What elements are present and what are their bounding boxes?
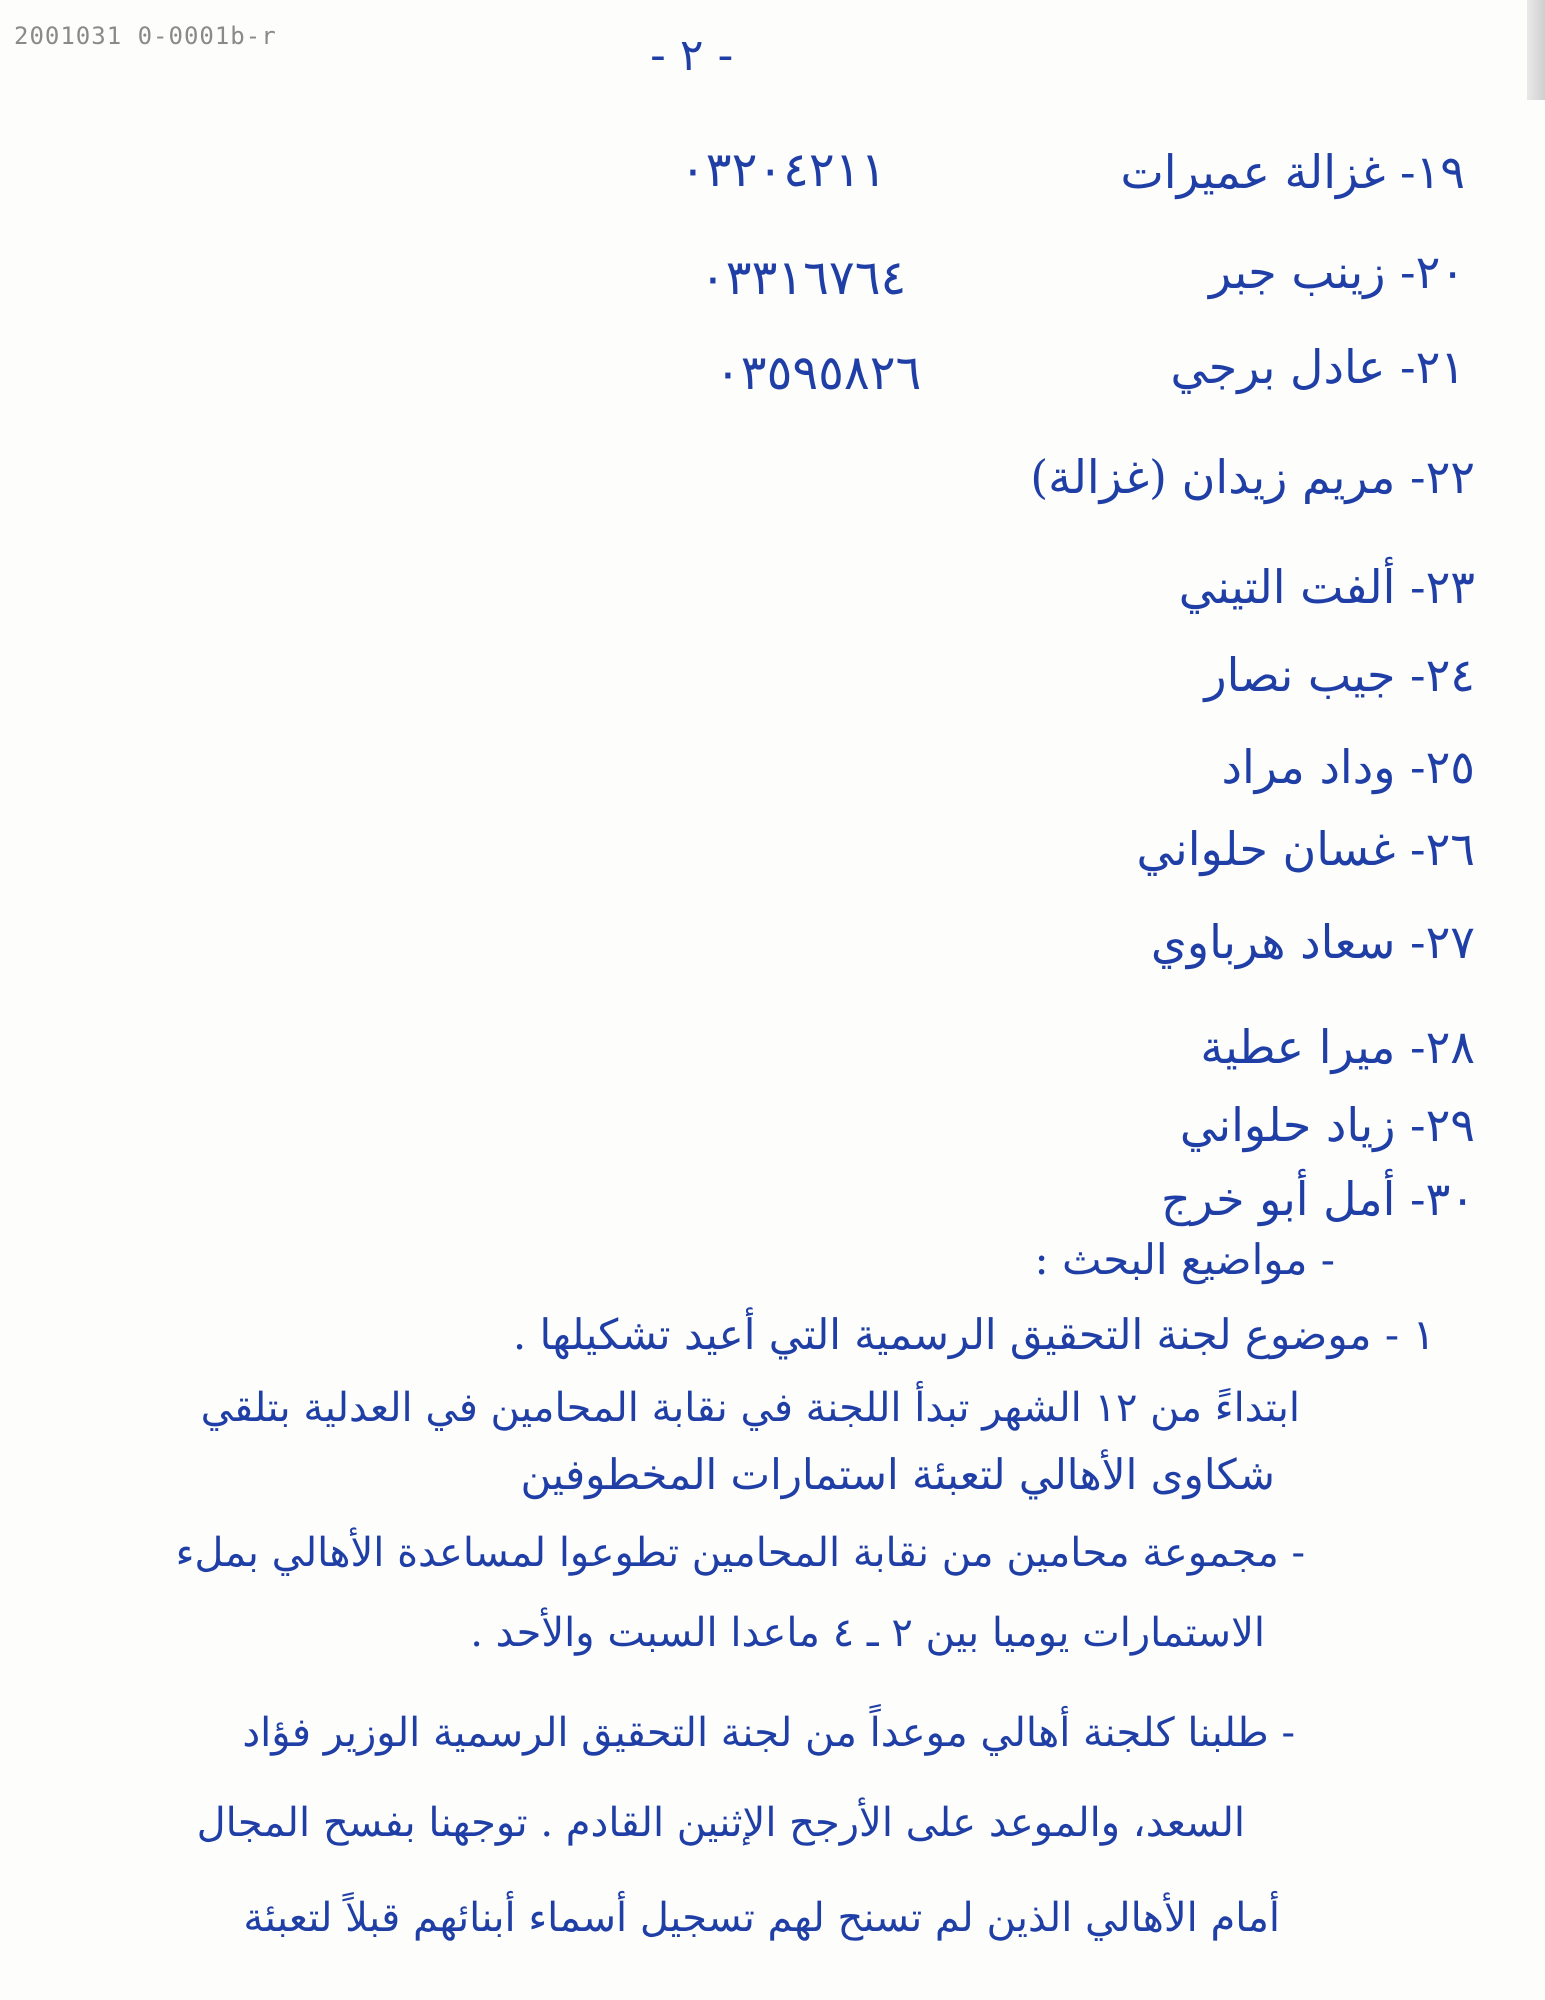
- notes-heading: - مواضيع البحث :: [1034, 1235, 1335, 1284]
- list-item-name: ٢٤- جيب نصار: [1204, 648, 1475, 702]
- note-line: الاستمارات يوميا بين ٢ ـ ٤ ماعدا السبت والأحد .: [470, 1610, 1265, 1656]
- note-line: شكاوى الأهالي لتعبئة استمارات المخطوفين: [520, 1450, 1275, 1499]
- scan-edge: [1527, 0, 1545, 100]
- page-number: - ٢ -: [650, 30, 734, 81]
- list-item-name: ٣٠- أمل أبو خرج: [1161, 1172, 1475, 1226]
- list-item-name: ٢٢- مريم زيدان (غزالة): [1030, 450, 1475, 504]
- note-line: أمام الأهالي الذين لم تسنح لهم تسجيل أسماء أبنائهم قبلاً لتعبئة: [243, 1895, 1280, 1941]
- list-item-name: ٢٨- ميرا عطية: [1200, 1020, 1475, 1074]
- list-item-name: ٢٠- زينب جبر: [1209, 245, 1465, 299]
- note-line: السعد، والموعد على الأرجح الإثنين القادم . توجهنا بفسح المجال: [196, 1800, 1245, 1846]
- list-item-name: ٢٣- ألفت التيني: [1178, 560, 1475, 614]
- list-item-phone: ٠٣٥٩٥٨٢٦: [715, 345, 922, 401]
- note-line: ابتداءً من ١٢ الشهر تبدأ اللجنة في نقابة المحامين في العدلية بتلقي: [200, 1385, 1300, 1431]
- list-item-name: ٢٩- زياد حلواني: [1179, 1098, 1475, 1152]
- list-item-phone: ٠٣٣١٦٧٦٤: [700, 250, 907, 306]
- note-line: - طلبنا كلجنة أهالي موعداً من لجنة التحقيق الرسمية الوزير فؤاد: [242, 1710, 1295, 1756]
- list-item-name: ٢٥- وداد مراد: [1221, 740, 1475, 794]
- note-line: - مجموعة محامين من نقابة المحامين تطوعوا لمساعدة الأهالي بملء: [175, 1530, 1305, 1576]
- list-item-name: ٢١- عادل برجي: [1170, 340, 1465, 394]
- list-item-name: ٢٦- غسان حلواني: [1136, 822, 1475, 876]
- note-line: ١ - موضوع لجنة التحقيق الرسمية التي أعيد تشكيلها .: [512, 1310, 1435, 1359]
- list-item-phone: ٠٣٢٠٤٢١١: [680, 142, 887, 198]
- list-item-name: ١٩- غزالة عميرات: [1120, 145, 1465, 199]
- document-reference: 2001031 0-0001b-r: [14, 22, 277, 50]
- list-item-name: ٢٧- سعاد هرباوي: [1150, 915, 1475, 969]
